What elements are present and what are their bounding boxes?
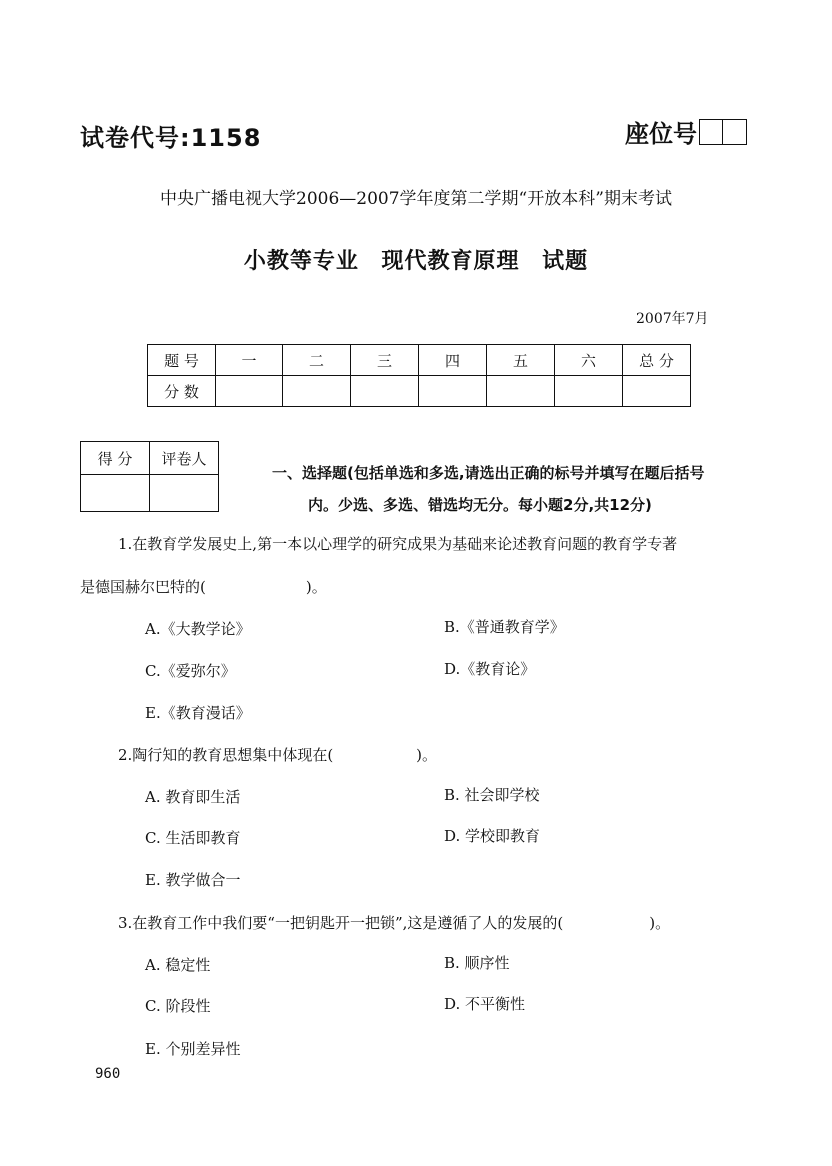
score-blank-cell (487, 376, 555, 407)
question-1-option-a: A.《大教学论》 (145, 620, 251, 638)
seat-box (723, 119, 747, 145)
exam-subtitle: 中央广播电视大学2006—2007学年度第二学期“开放本科”期末考试 (160, 189, 672, 209)
question-2-stem-text: 2.陶行知的教育思想集中体现在( (118, 746, 334, 764)
question-2-option-b: B. 社会即学校 (444, 786, 540, 804)
seat-box (699, 119, 723, 145)
question-2-stem (118, 744, 437, 765)
paper-code: 试卷代号:1158 (80, 124, 262, 152)
question-3-option-b: B. 顺序性 (444, 954, 510, 972)
question-1-option-e: E.《教育漫话》 (145, 704, 251, 722)
score-table-score-row (148, 376, 691, 407)
score-table-cell: 四 (419, 345, 487, 376)
question-2-option-e: E. 教学做合一 (145, 871, 241, 889)
score-table-cell: 总 分 (623, 345, 691, 376)
question-2-option-d: D. 学校即教育 (444, 827, 541, 845)
score-blank-cell (555, 376, 623, 407)
section-heading-continued: 内。少选、多选、错选均无分。每小题2分,共12分) (308, 496, 652, 514)
grader-table (80, 441, 219, 512)
score-table-cell: 一 (216, 345, 283, 376)
grader-table-blank-row (81, 475, 219, 512)
grader-label: 评卷人 (150, 442, 219, 475)
question-1-option-d: D.《教育论》 (444, 660, 536, 678)
grader-blank-cell (150, 475, 219, 512)
question-2-option-a: A. 教育即生活 (145, 788, 241, 806)
score-label: 得 分 (81, 442, 150, 475)
score-blank-cell (623, 376, 691, 407)
score-table-cell: 分 数 (148, 376, 216, 407)
exam-date: 2007年7月 (636, 311, 709, 327)
question-2-option-c: C. 生活即教育 (145, 829, 241, 847)
score-table (147, 344, 691, 407)
question-3-option-d: D. 不平衡性 (444, 995, 526, 1013)
question-3-option-c: C. 阶段性 (145, 997, 211, 1015)
score-table-cell: 二 (283, 345, 351, 376)
score-blank-cell (283, 376, 351, 407)
question-3-stem-text: 3.在教育工作中我们要“一把钥匙开一把锁”,这是遵循了人的发展的( (118, 914, 564, 932)
seat-label: 座位号 (625, 120, 697, 148)
question-3-stem-end: )。 (649, 914, 671, 932)
question-1-stem: 1.在教育学发展史上,第一本以心理学的研究成果为基础来论述教育问题的教育学专著 (118, 535, 678, 553)
grader-table-header-row (81, 442, 219, 475)
grader-blank-cell (81, 475, 150, 512)
question-1-stem-end: )。 (305, 578, 327, 596)
score-blank-cell (216, 376, 283, 407)
section-heading: 一、选择题(包括单选和多选,请选出正确的标号并填写在题后括号 (272, 464, 705, 482)
question-1-stem-text: 是德国赫尔巴特的( (80, 578, 206, 596)
score-table-cell: 五 (487, 345, 555, 376)
question-2-stem-end: )。 (416, 746, 438, 764)
question-3-stem (118, 912, 670, 933)
seat-number-field (625, 114, 747, 149)
question-3-option-e: E. 个别差异性 (145, 1040, 241, 1058)
exam-title: 小教等专业 现代教育原理 试题 (243, 249, 589, 274)
page-number: 960 (95, 1066, 121, 1082)
question-1-option-c: C.《爱弥尔》 (145, 662, 236, 680)
question-1-stem-continued (80, 576, 327, 597)
question-3-option-a: A. 稳定性 (145, 956, 211, 974)
score-blank-cell (419, 376, 487, 407)
score-table-cell: 题 号 (148, 345, 216, 376)
question-1-option-b: B.《普通教育学》 (444, 618, 565, 636)
seat-boxes (699, 119, 747, 145)
score-table-header-row (148, 345, 691, 376)
score-table-cell: 六 (555, 345, 623, 376)
score-table-cell: 三 (351, 345, 419, 376)
score-blank-cell (351, 376, 419, 407)
